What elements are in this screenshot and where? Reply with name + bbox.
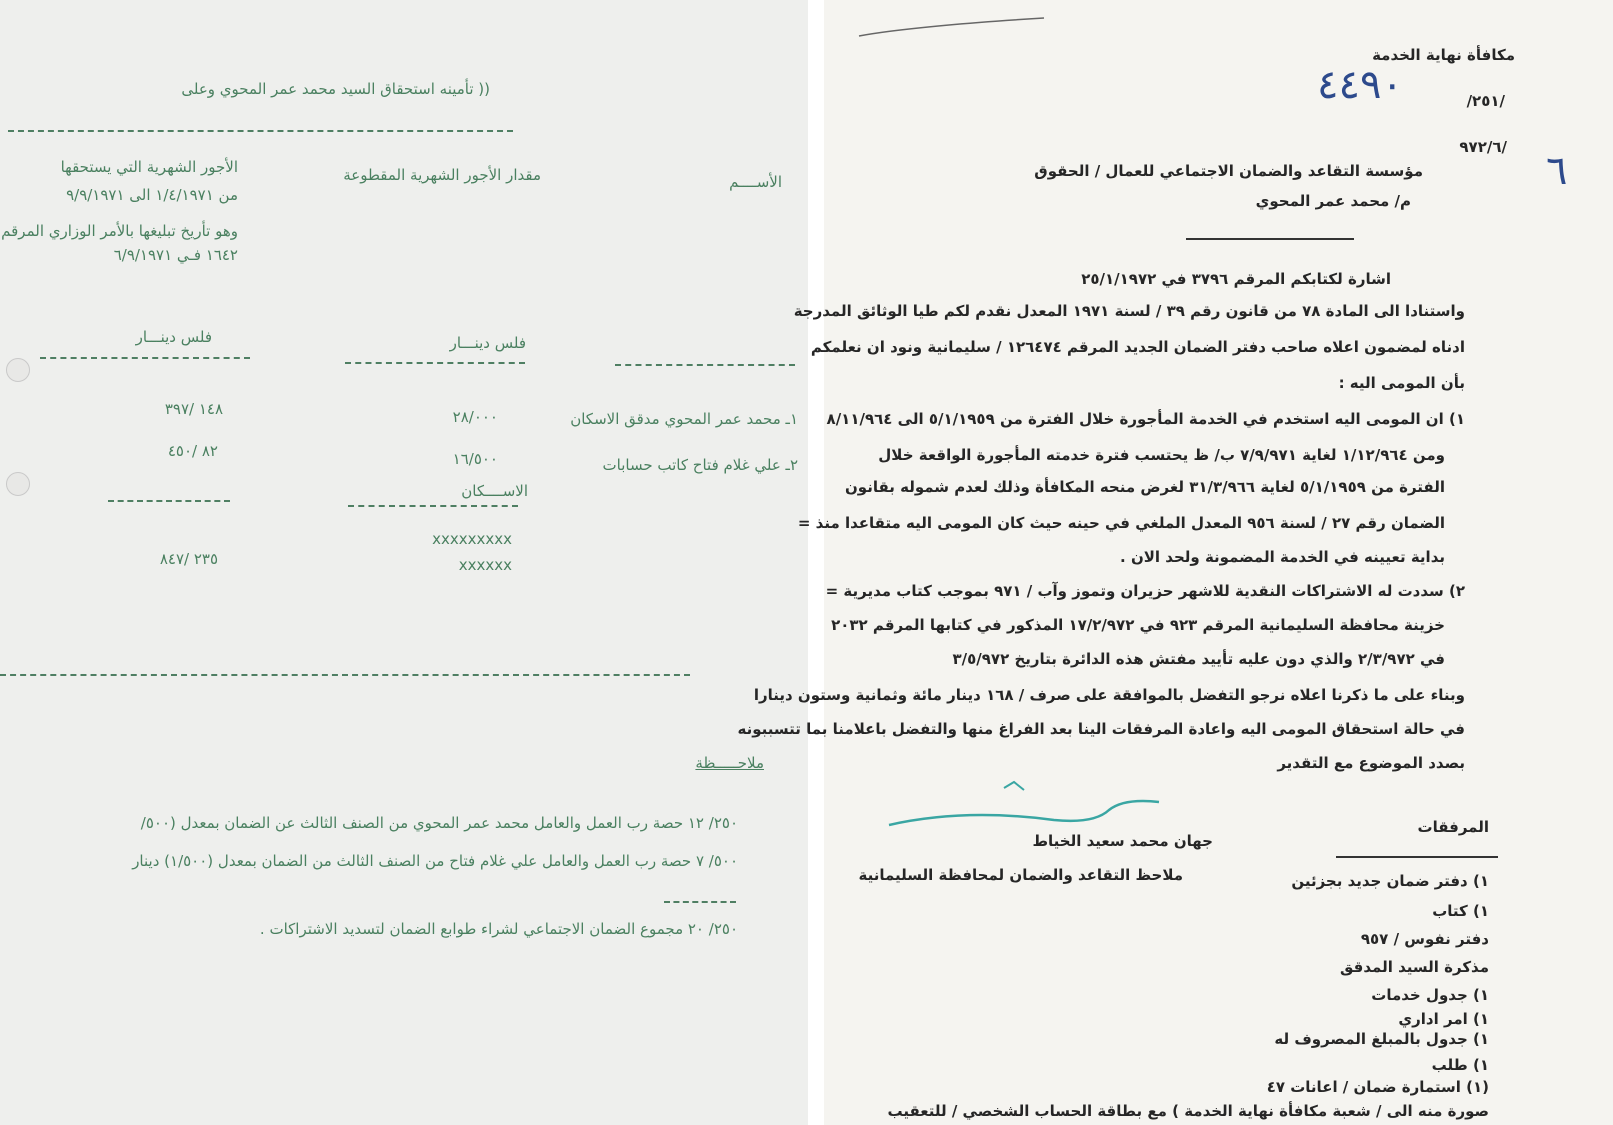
punch-hole [6, 472, 30, 496]
recipient: مؤسسة التقاعد والضمان الاجتماعي للعمال / الحقوق [1034, 162, 1423, 180]
header-due-note: وهو تأريخ تبليغها بالأمر الوزاري المرقم [1, 222, 238, 240]
row2-due: ٨٢ /٤٥٠ [167, 442, 218, 460]
divider [664, 901, 736, 903]
body-line-13: في حالة استحقاق المومى اليه واعادة المرفقات الينا بعد الفراغ منها والتفضل باعلامنا بما تتسببونه [737, 720, 1465, 738]
attachment-3: دفتر نفوس / ٩٥٧ [1360, 930, 1489, 948]
unit-due: فلس دينـــار [135, 328, 212, 346]
attachment-9: (١) استمارة ضمان / اعانات ٤٧ [1266, 1078, 1489, 1096]
attachment-4: مذكرة السيد المدقق [1340, 958, 1489, 976]
body-line-14: بصدد الموضوع مع التقدير [1277, 754, 1465, 772]
subject: م/ محمد عمر المحوي [1255, 192, 1411, 210]
body-line-8: بداية تعيينه في الخدمة المضمونة ولحد الان . [1120, 548, 1445, 566]
attachment-1: ١) دفتر ضمان جديد بجزئين [1291, 872, 1489, 890]
signature-mark [884, 780, 1144, 840]
header-wage: مقدار الأجور الشهرية المقطوعة [343, 166, 541, 184]
attachment-6: ١) امر اداري [1398, 1010, 1489, 1028]
header-due: الأجور الشهرية التي يستحقها [60, 158, 238, 176]
header-due-period: من ١/٤/١٩٧١ الى ٩/٩/١٩٧١ [66, 186, 238, 204]
row1-due: ١٤٨ /٣٩٧ [164, 400, 223, 418]
body-line-3: بأن المومى اليه : [1338, 374, 1465, 392]
divider [1186, 238, 1354, 240]
divider [615, 364, 795, 366]
signer-name: جهان محمد سعيد الخياط [1032, 832, 1213, 850]
divider [1336, 856, 1498, 858]
row2-name: ٢ـ علي غلام فتاح كاتب حسابات [602, 456, 798, 474]
body-line-9: ٢) سددت له الاشتراكات النقدية للاشهر حزيران وتموز وآب / ٩٧١ بموجب كتاب مديرية = [825, 582, 1465, 600]
body-line-4: ١) ان المومى اليه استخدم في الخدمة المأجورة خلال الفترة من ٥/١/١٩٥٩ الى ٨/١١/٩٦٤ [826, 410, 1465, 428]
reference: اشارة لكتابكم المرقم ٣٧٩٦ في ٢٥/١/١٩٧٢ [1081, 270, 1391, 288]
divider [0, 674, 690, 676]
header-due-date: ١٦٤٢ فـي ٦/٩/١٩٧١ [113, 246, 238, 264]
divider [108, 500, 230, 502]
body-line-6: الفترة من ٥/١/١٩٥٩ لغاية ٣١/٣/٩٦٦ لغرض منحه المكافأة وذلك لعدم شموله بقانون [845, 478, 1445, 496]
row2-name-line2: الاســــكان [461, 482, 528, 500]
row1-name: ١ـ محمد عمر المحوي مدقق الاسكان [570, 410, 798, 428]
ref-line: /٢٥١/ [1466, 92, 1505, 110]
attachments-title: المرفقات [1417, 818, 1489, 836]
body-line-1: واستنادا الى المادة ٧٨ من قانون رقم ٣٩ / لسنة ١٩٧١ المعدل نقدم لكم طيا الوثائق المدرجة [793, 302, 1465, 320]
total-due: ٢٣٥ /٨٤٧ [159, 550, 218, 568]
punch-hole [6, 358, 30, 382]
body-line-2: ادناه لمضمون اعلاه صاحب دفتر الضمان الجديد المرقم ١٢٦٤٧٤ / سليمانية ونود ان نعلمكم [810, 338, 1465, 356]
left-title: (( تأمينه استحقاق السيد محمد عمر المحوي وعلى [181, 80, 490, 98]
row2-wage: ١٦/٥٠٠ [452, 450, 498, 468]
body-line-12: وبناء على ما ذكرنا اعلاه نرجو التفضل بالموافقة على صرف / ١٦٨ دينار مائة وثمانية وستون دينارا [753, 686, 1465, 704]
attachment-7: ١) جدول بالمبلغ المصروف له [1274, 1030, 1489, 1048]
header-label: مكافأة نهاية الخدمة [1372, 46, 1515, 64]
attachment-5: ١) جدول خدمات [1371, 986, 1489, 1004]
body-line-5: ومن ١/١٢/٩٦٤ لغاية ٧/٩/٩٧١ ب/ ظ يحتسب فترة خدمته المأجورة الواقعة خلال [878, 446, 1445, 464]
divider [348, 505, 518, 507]
note-2: ٥٠٠/ ٧ حصة رب العمل والعامل علي غلام فتاح من الصنف الثالث من الضمان بمعدل (١/٥٠٠) دينار [132, 852, 738, 870]
fold-curve [854, 6, 1054, 46]
total-wage-mark-2: xxxxxx [458, 556, 512, 574]
body-line-10: خزينة محافظة السليمانية المرقم ٩٢٣ في ١٧/٢/٩٧٢ المذكور في كتابها المرقم ٢٠٣٢ [831, 616, 1445, 634]
body-line-11: في ٢/٣/٩٧٢ والذي دون عليه تأييد مفتش هذه الدائرة بتاريخ ٣/٥/٩٧٢ [952, 650, 1445, 668]
date-line: ٩٧٢/٦/ [1459, 138, 1507, 156]
copy-to-line: صورة منه الى / شعبة مكافأة نهاية الخدمة ) مع بطاقة الحساب الشخصي / للتعقيب [887, 1102, 1489, 1120]
attachment-8: ١) طلب [1431, 1056, 1489, 1074]
attachment-2: ١) كتاب [1432, 902, 1489, 920]
body-line-7: الضمان رقم ٢٧ / لسنة ٩٥٦ المعدل الملغي في حينه حيث كان المومى اليه متقاعدا منذ = [797, 514, 1445, 532]
header-name: الأســــم [729, 173, 782, 191]
signer-title: ملاحظ التقاعد والضمان لمحافظة السليمانية [858, 866, 1183, 884]
unit-wage: فلس دينـــار [449, 334, 526, 352]
handwritten-side-mark: ٦ [1546, 148, 1568, 194]
note-1: ٢٥٠/ ١٢ حصة رب العمل والعامل محمد عمر المحوي من الصنف الثالث عن الضمان بمعدل (٥٠٠/ [140, 814, 738, 832]
row1-wage: ٢٨/٠٠٠ [452, 408, 498, 426]
notes-title: ملاحـــــظة [695, 754, 764, 772]
handwritten-number: ٤٤٩٠ [1317, 62, 1403, 108]
divider [345, 362, 525, 364]
divider [8, 130, 513, 132]
note-3: ٢٥٠/ ٢٠ مجموع الضمان الاجتماعي لشراء طوابع الضمان لتسديد الاشتراكات . [259, 920, 738, 938]
total-wage-mark: xxxxxxxxx [432, 530, 512, 548]
divider [40, 357, 250, 359]
